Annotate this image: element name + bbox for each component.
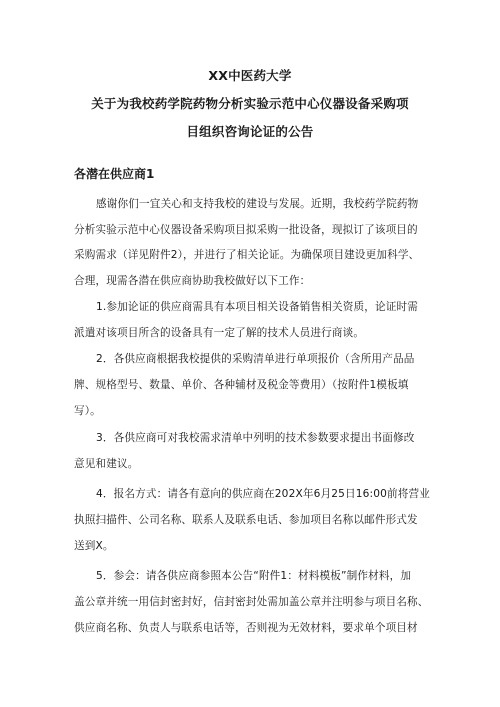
intro-line: 采购需求（详见附件2），并进行了相关论证。为确保项目建设更加科学、 [74, 249, 420, 261]
greeting: 各潜在供应商1 [74, 167, 155, 181]
item-2-line: 2．各供应商根据我校提供的采购清单进行单项报价（含所用产品品 [96, 353, 415, 365]
item-2-line: 写）。 [74, 405, 101, 417]
intro-line: 分析实验示范中心仪器设备采购项目拟采购一批设备，现拟订了该项目的 [74, 224, 418, 236]
item-1-line: 1.参加论证的供应商需具有本项目相关设备销售相关资质，论证时需 [96, 301, 418, 313]
announcement-title-line-1: 关于为我校药学院药物分析实验示范中心仪器设备采购项 [91, 96, 409, 111]
announcement-title-line-2: 目组织咨询论证的公告 [186, 124, 314, 139]
item-1-line: 派遣对该项目所含的设备具有一定了解的技术人员进行商谈。 [74, 327, 365, 339]
item-5-line: 盖公章并统一用信封密封好，信封密封处需加盖公章并注明参与项目名称、 [74, 596, 429, 608]
item-5-line: 5．参会：请各供应商参照本公告“附件1：材料模板”制作材料，加 [96, 570, 412, 582]
university-name: XX中医药大学 [208, 68, 292, 83]
item-5-line: 供应商名称、负责人与联系电话等，否则视为无效材料，要求单个项目材 [74, 622, 418, 634]
item-4-line: 4．报名方式：请各有意向的供应商在202X年6月25日16:00前将营业 [96, 488, 431, 500]
intro-line: 合理，现需各潜在供应商协助我校做好以下工作： [74, 275, 311, 287]
item-4-line: 执照扫描件、公司名称、联系人及联系电话、参加项目名称以邮件形式发 [74, 514, 418, 526]
intro-line: 感谢你们一宜关心和支持我校的建设与发展。近期，我校药学院药物 [96, 198, 419, 210]
item-4-line: 送到X。 [74, 540, 114, 552]
item-3-line: 意见和建议。 [74, 458, 139, 470]
item-2-line: 牌、规格型号、数量、单价、各种辅材及税金等费用）（按附件1模板填 [74, 379, 409, 391]
item-3-line: 3．各供应商可对我校需求清单中列明的技术参数要求提出书面修改 [96, 432, 415, 444]
